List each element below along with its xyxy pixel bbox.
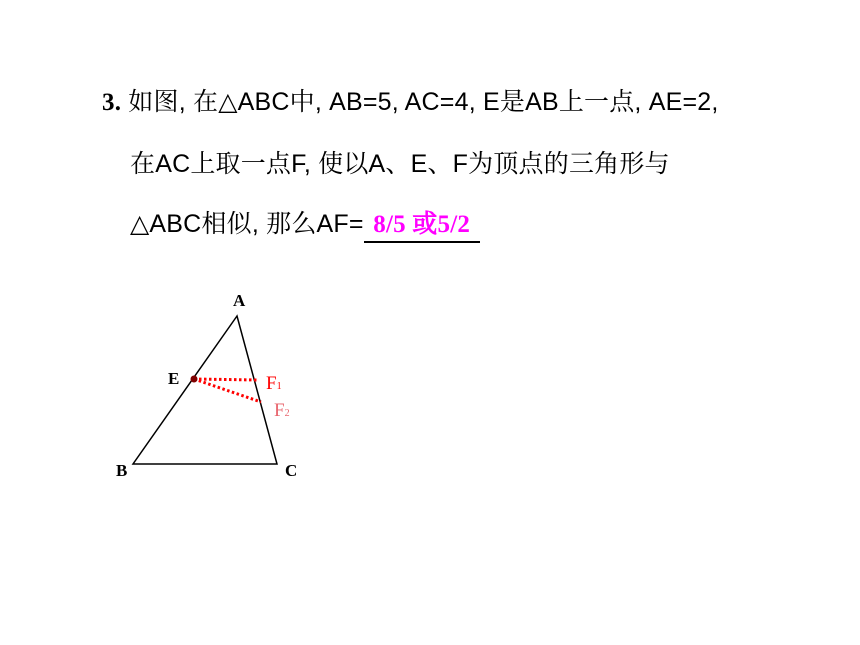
answer-text: 8/5 或5/2 (373, 211, 471, 238)
problem-text-1: 如图, 在△ABC中, AB=5, AC=4, E是AB上一点, AE=2, (121, 88, 719, 116)
label-f1-sub: 1 (276, 381, 282, 392)
label-f2 (274, 400, 290, 421)
segment-ef2 (194, 379, 261, 402)
label-e: E (168, 369, 180, 388)
label-f1 (266, 373, 282, 394)
problem-text-3: △ABC相似, 那么AF= (130, 210, 364, 238)
triangle-abc (133, 316, 277, 464)
segment-ef1 (194, 379, 257, 380)
label-f1-main: F (266, 373, 277, 394)
label-b: B (116, 461, 128, 480)
point-e (191, 376, 198, 383)
problem-text-2: 在AC上取一点F, 使以A、E、F为顶点的三角形与 (130, 150, 670, 178)
label-f2-sub: 2 (284, 408, 290, 419)
problem-number: 3. (102, 89, 122, 116)
label-c: C (285, 461, 298, 480)
label-a: A (233, 291, 246, 310)
label-f2-main: F (274, 400, 285, 421)
